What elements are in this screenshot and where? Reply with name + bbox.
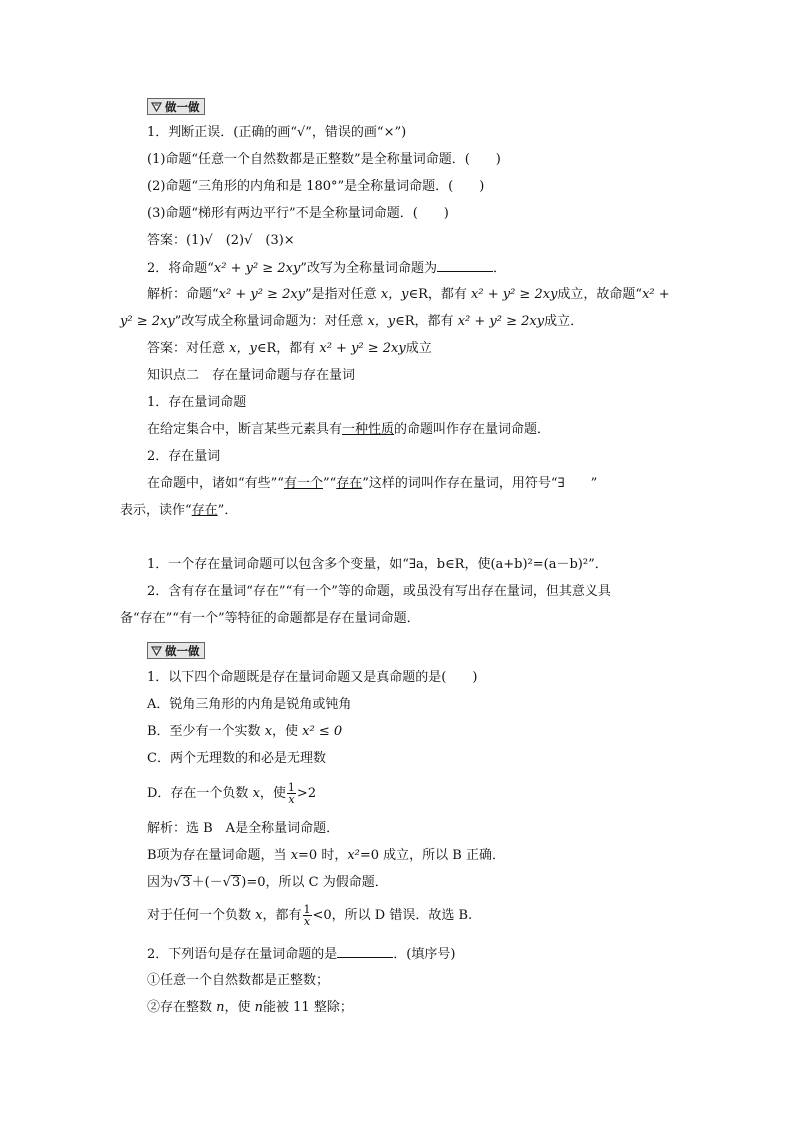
question-3: 1．以下四个命题既是存在量词命题又是真命题的是( ) [147, 670, 478, 685]
judge-heading: 1．判断正误．(正确的画“√”，错误的画“×”) [147, 125, 407, 140]
definition-1: 在给定集合中，断言某些元素具有一种性质的命题叫作存在量词命题． [147, 422, 551, 437]
solution-line-3: 因为√3＋(－√3)=0，所以 C 为假命题． [147, 875, 388, 890]
lightbulb-icon [151, 645, 162, 656]
option-b: B．至少有一个实数 x，使 x² ≤ 0 [147, 724, 343, 739]
fraction: $\frac{1}{x}$ [287, 781, 295, 806]
answer-blank [437, 259, 493, 272]
question-2: 2．将命题“x² + y² ≥ 2xy”改写为全称量词命题为 ． [147, 261, 506, 276]
judge-item-2: (2)命题“三角形的内角和是 180°”是全称量词命题．( ) [147, 179, 485, 194]
note-2-line1: 2．含有存在量词“存在”“有一个”等的命题，或虽没有写出存在量词，但其意义具 [147, 584, 611, 599]
analysis-2-line1: 解析：命题“x² + y² ≥ 2xy”是指对任意 x，y∈R，都有 x² + y² ≥ 2xy成立，故命题“x² + [147, 287, 670, 302]
fraction: $\frac{1}{x}$ [303, 903, 311, 928]
definition-2-line1: 在命题中，诸如“有些”“有一个”“存在”这样的词叫作存在量词，用符号“∃ ” [147, 476, 598, 491]
option-a: A．锐角三角形的内角是锐角或钝角 [147, 697, 352, 712]
statement-1: ①任意一个自然数都是正整数； [147, 973, 330, 988]
lightbulb-icon [151, 101, 162, 112]
analysis-2-line2: y² ≥ 2xy”改写成全称量词命题为：对任意 x，y∈R，都有 x² + y² ≥ 2xy成立． [120, 314, 584, 329]
answer-2: 答案：对任意 x，y∈R，都有 x² + y² ≥ 2xy成立 [147, 341, 432, 356]
solution-line-4: 对于任何一个负数 x，都有 $\frac{1}{x}$ <0，所以 D 错误．故选 B. [147, 903, 473, 928]
note-2-line2: 备“存在”“有一个”等特征的命题都是存在量词命题． [120, 611, 420, 626]
knowledge-point-2: 知识点二 存在量词命题与存在量词 [147, 368, 356, 383]
judge-item-1: (1)命题“任意一个自然数都是正整数”是全称量词命题．( ) [147, 152, 501, 167]
heading-existential-quantifier: 2．存在量词 [147, 449, 221, 464]
answer-blank [337, 945, 393, 958]
solution-line-2: B项为存在量词命题，当 x=0 时，x²=0 成立，所以 B 正确． [147, 848, 505, 863]
note-1: 1．一个存在量词命题可以包含多个变量，如“∃a，b∈R，使(a+b)²=(a－b)²”． [147, 557, 608, 572]
option-d: D．存在一个负数 x，使 $\frac{1}{x}$ >2 [147, 781, 317, 806]
statement-2: ②存在整数 n，使 n能被 11 整除； [147, 1000, 353, 1015]
definition-2-line2: 表示，读作“存在”． [120, 503, 238, 518]
practice-badge: 做一做 [147, 642, 205, 659]
judge-item-3: (3)命题“梯形有两边平行”不是全称量词命题．( ) [147, 206, 449, 221]
heading-existential-proposition: 1．存在量词命题 [147, 395, 247, 410]
solution-line-1: 解析：选 B A是全称量词命题． [147, 821, 340, 836]
option-c: C．两个无理数的和必是无理数 [147, 751, 326, 766]
judge-answer: 答案：(1)√ (2)√ (3)× [147, 233, 295, 248]
question-4: 2．下列语句是存在量词命题的是 ．(填序号) [147, 947, 456, 962]
practice-badge: 做一做 [147, 98, 205, 115]
